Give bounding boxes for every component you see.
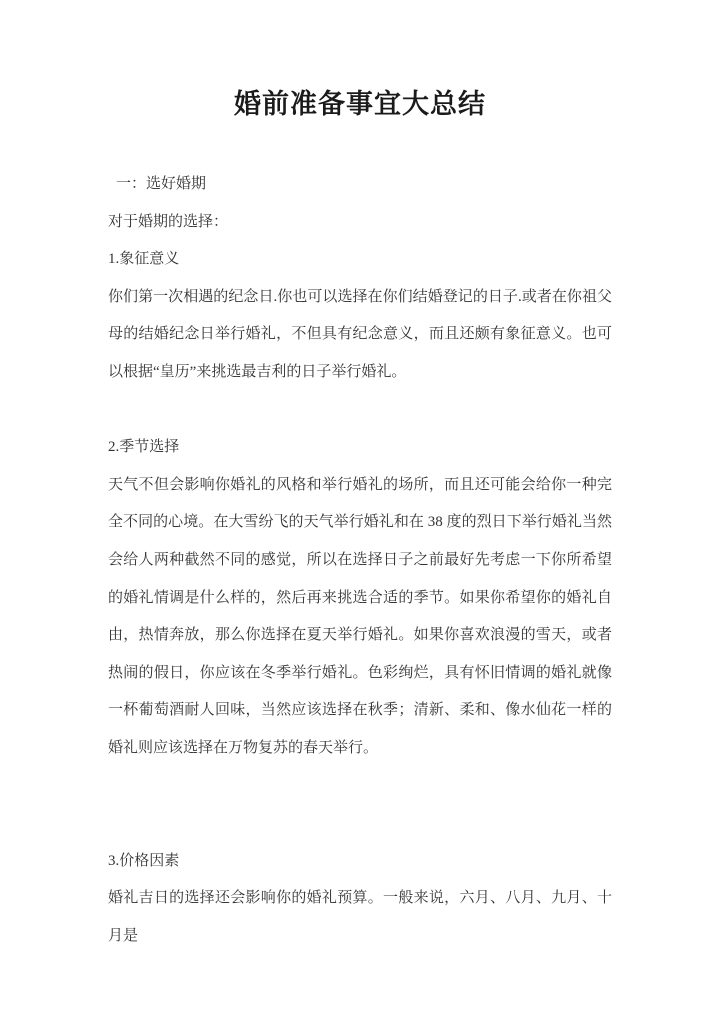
subsection-heading-symbolic-meaning: 1.象征意义	[108, 251, 180, 268]
subsection-heading-price-factor: 3.价格因素	[108, 852, 180, 869]
paragraph-season-choice: 天气不但会影响你婚礼的风格和举行婚礼的场所，而且还可能会给你一种完全不同的心境。在大雪纷飞的天气举行婚礼和在 38 度的烈日下举行婚礼当然会给人两种截然不同的感觉，所以在选择日子之前最好先考虑一下你所希望的婚礼情调是什么样的，然后再来挑选合适的季节。如果你希望你的婚礼自由，热情奔放，那么你选择在夏天举行婚礼。如果你喜欢浪漫的雪天，或者热闹的假日，你应该在冬季举行婚礼。色彩绚烂，具有怀旧情调的婚礼就像一杯葡萄酒耐人回味，当然应该选择在秋季；清新、柔和、像水仙花一样的婚礼则应该选择在万物复苏的春天举行。	[108, 476, 612, 756]
paragraph-symbolic-meaning: 你们第一次相遇的纪念日.你也可以选择在你们结婚登记的日子.或者在你祖父母的结婚纪念日举行婚礼，不但具有纪念意义，而且还颇有象征意义。也可以根据“皇历”来挑选最吉利的日子举行婚礼。	[108, 288, 612, 380]
subsection-heading-season-choice: 2.季节选择	[108, 439, 180, 456]
section-intro: 对于婚期的选择：	[108, 213, 229, 230]
document-title: 婚前准备事宜大总结	[234, 89, 486, 119]
paragraph-price-factor: 婚礼吉日的选择还会影响你的婚礼预算。一般来说，六月、八月、九月、十月是	[108, 890, 612, 944]
document-body	[108, 166, 612, 955]
section-heading-choose-wedding-date: 一：选好婚期	[116, 176, 207, 192]
